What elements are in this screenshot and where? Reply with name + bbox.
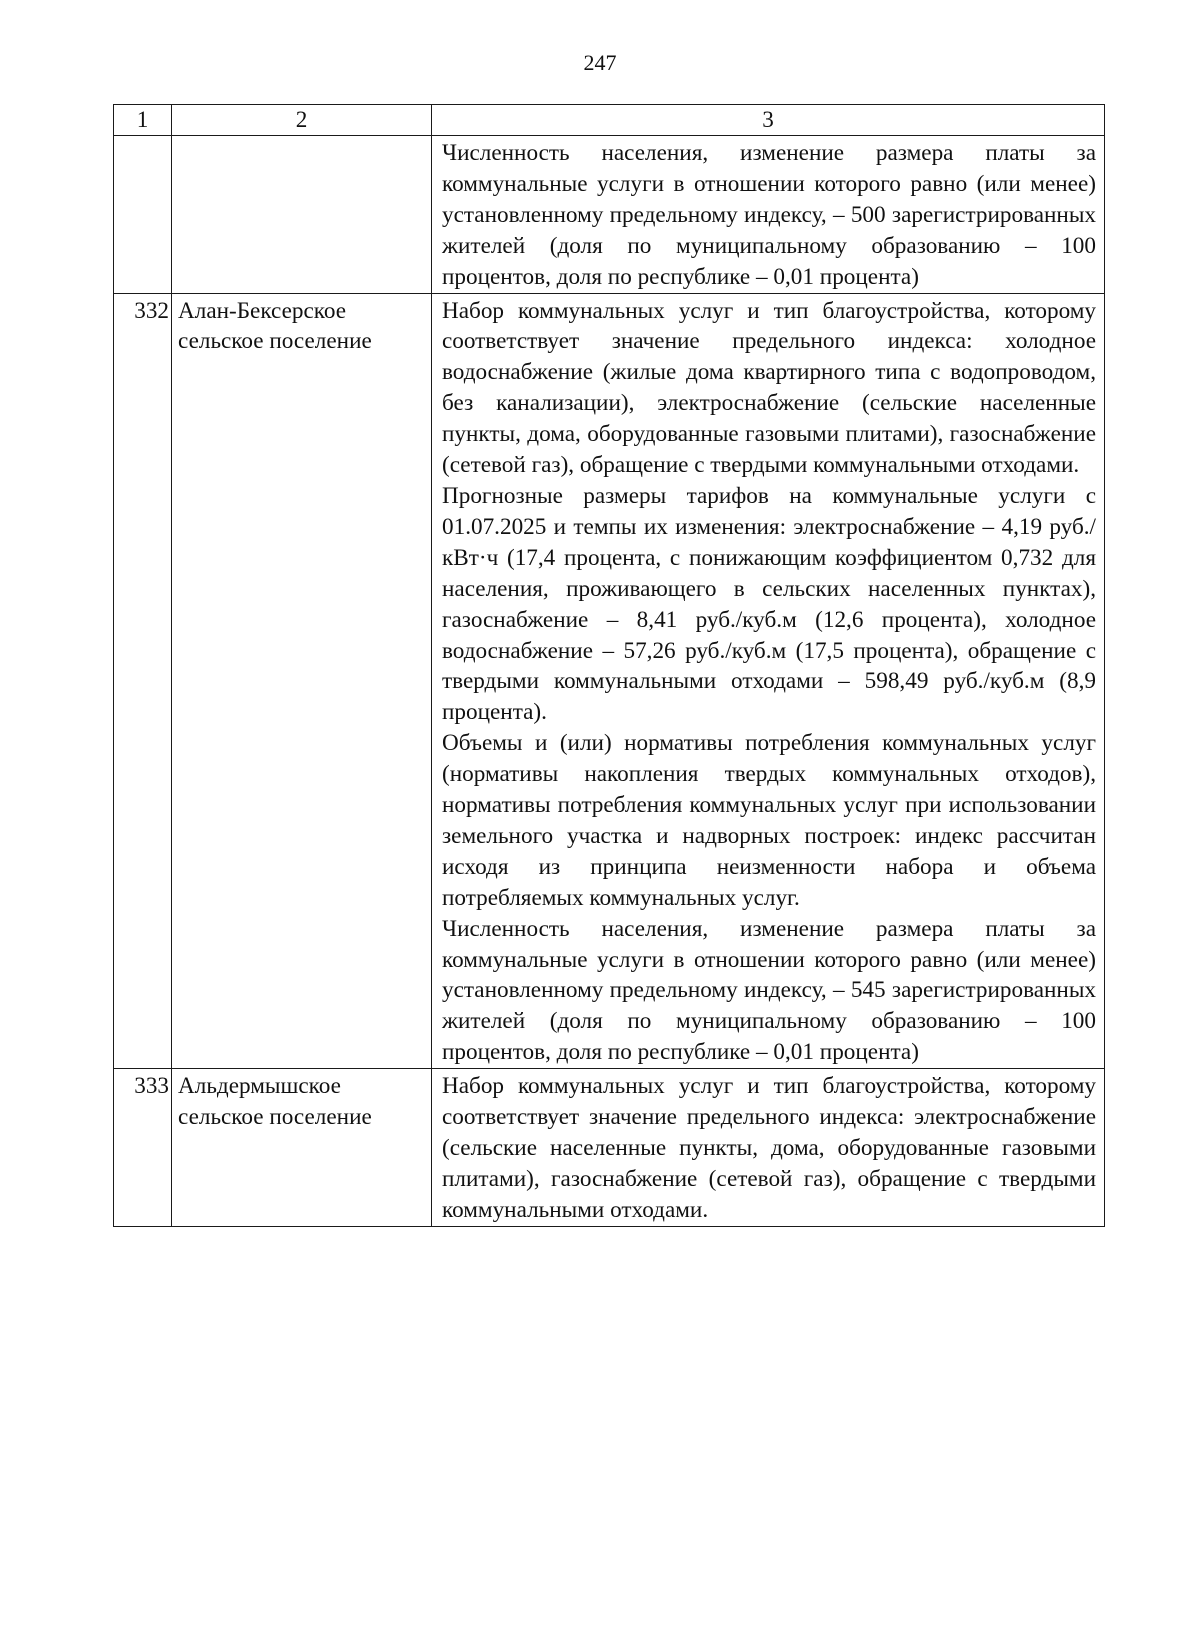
row-number-cell: 332	[114, 293, 172, 1069]
header-cell-name: 2	[172, 105, 432, 136]
tariff-table	[113, 104, 1105, 1227]
settlement-name-line: сельское поселение	[178, 328, 372, 355]
row-number-cell	[114, 136, 172, 294]
table-row	[114, 136, 1105, 294]
header-cell-number: 1	[114, 105, 172, 136]
description-paragraph: Набор коммунальных услуг и тип благоустройства, которому соответствует значение предельного индекса: электроснабжение (сельские населенные пункты, дома, оборудованные газовыми плитами), газоснабжение (сетевой газ), обращение с твердыми коммунальными отходами.	[442, 1073, 1096, 1223]
table-row	[114, 1069, 1105, 1227]
description-paragraph: Набор коммунальных услуг и тип благоустройства, которому соответствует значение предельного индекса: холодное водоснабжение (жилые дома квартирного типа с водопроводом, без канализации), электроснабжение (сельские населенные пункты, дома, оборудованные газовыми плитами), газоснабжение (сетевой газ), обращение с твердыми коммунальными отходами.	[442, 297, 1096, 479]
description-paragraph: Прогнозные размеры тарифов на коммунальные услуги с 01.07.2025 и темпы их изменения: электроснабжение – 4,19 руб./кВт·ч (17,4 процента, с понижающим коэффициентом 0,732 для населения, проживающего в сельских населенных пунктах), газоснабжение – 8,41 руб./куб.м (12,6 процента), холодное водоснабжение – 57,26 руб./куб.м (17,5 процента), обращение с твердыми коммунальными отходами – 598,49 руб./куб.м (8,9 процента).	[442, 482, 1096, 726]
settlement-name-cell	[172, 136, 432, 294]
description-cell	[432, 293, 1105, 1069]
table-body	[114, 105, 1105, 1227]
description-cell	[432, 136, 1105, 294]
settlement-name-line: Алан-Бексерское	[178, 297, 347, 324]
settlement-name-cell	[172, 293, 432, 1069]
row-number-cell: 333	[114, 1069, 172, 1227]
table-header-row	[114, 105, 1105, 136]
description-paragraph: Численность населения, изменение размера платы за коммунальные услуги в отношении которого равно (или менее) установленному предельному индексу, – 500 зарегистрированных жителей (доля по муниципальному образованию – 100 процентов, доля по республике – 0,01 процента)	[442, 140, 1096, 290]
description-cell	[432, 1069, 1105, 1227]
description-paragraph: Численность населения, изменение размера платы за коммунальные услуги в отношении которого равно (или менее) установленному предельному индексу, – 545 зарегистрированных жителей (доля по муниципальному образованию – 100 процентов, доля по республике – 0,01 процента)	[442, 915, 1096, 1066]
settlement-name-line: Альдермышское	[178, 1073, 341, 1100]
settlement-name-line: сельское поселение	[178, 1104, 372, 1131]
header-cell-description: 3	[432, 105, 1105, 136]
settlement-name-cell	[172, 1069, 432, 1227]
description-paragraph: Объемы и (или) нормативы потребления коммунальных услуг (нормативы накопления твердых коммунальных отходов), нормативы потребления коммунальных услуг при использовании земельного участка и надворных построек: индекс рассчитан исходя из принципа неизменности набора и объема потребляемых коммунальных услуг.	[442, 730, 1096, 911]
page-number: 247	[583, 50, 617, 75]
table-row	[114, 293, 1105, 1069]
